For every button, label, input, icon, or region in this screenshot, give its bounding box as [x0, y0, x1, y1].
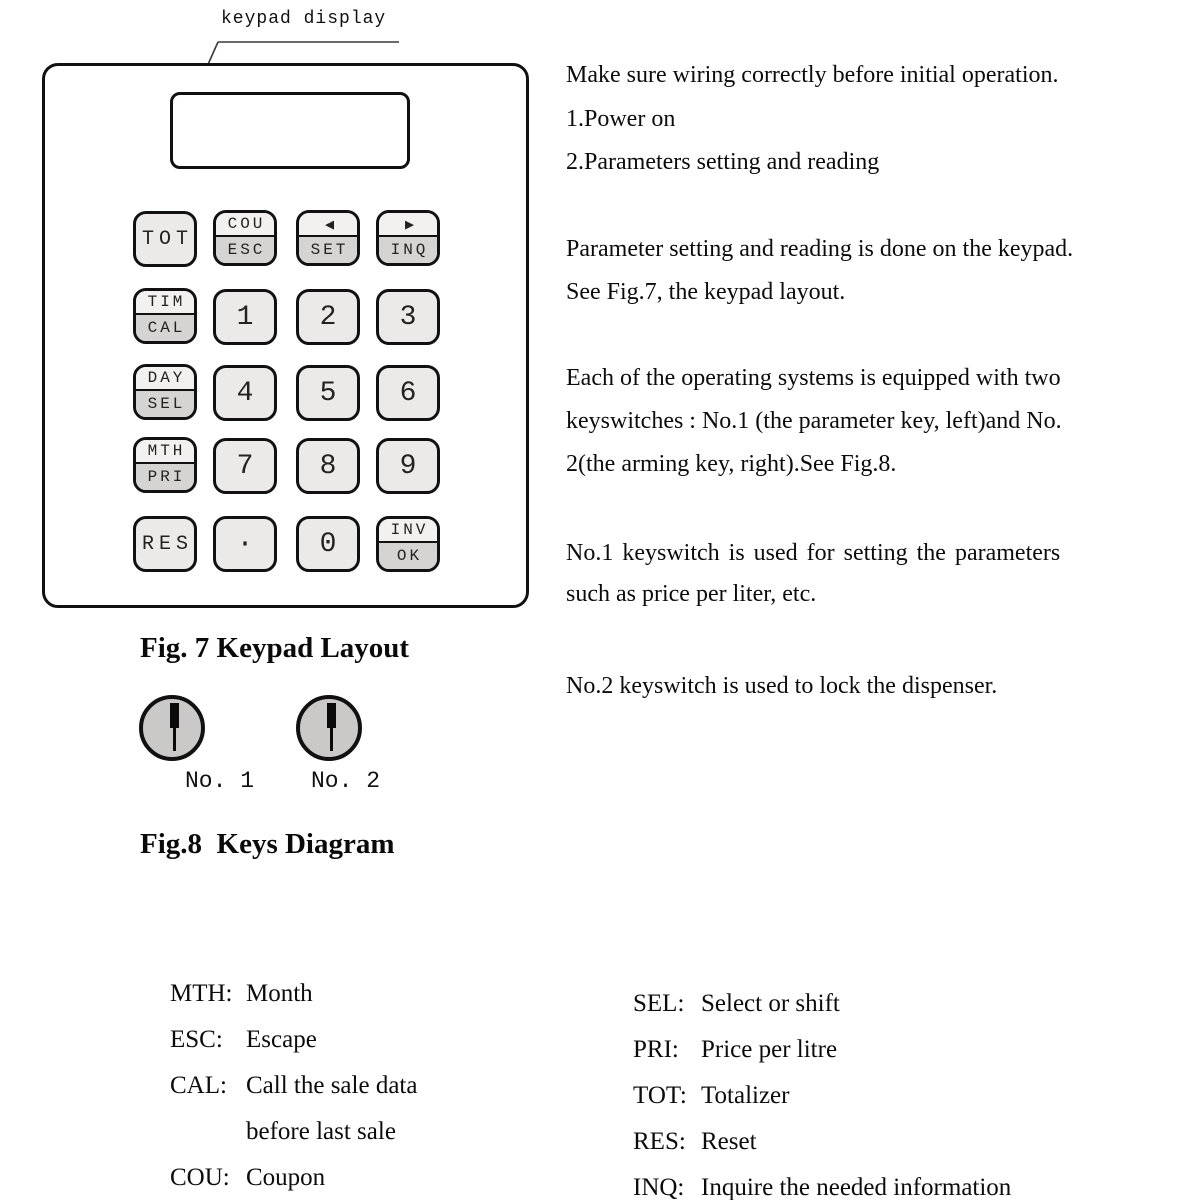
keyswitch-no2-label: No. 2	[311, 768, 381, 794]
key-label: CAL	[147, 319, 186, 338]
key-0	[296, 516, 360, 572]
body-text-line: Parameter setting and reading is done on the keypad.	[566, 236, 1074, 262]
key-label: RES	[141, 532, 193, 556]
keypad-display	[170, 92, 410, 169]
key-label: 0	[319, 528, 337, 560]
key-2	[296, 289, 360, 345]
fig7-caption: Fig. 7 Keypad Layout	[140, 632, 410, 664]
key-label: 9	[399, 450, 417, 482]
key-mth-pri	[133, 437, 197, 493]
key-9	[376, 438, 440, 494]
legend-key: COU:	[170, 1164, 230, 1191]
legend-key: INQ:	[633, 1174, 685, 1200]
key-res	[133, 516, 197, 572]
key-label: MTH	[147, 442, 186, 461]
body-text-line: 2.Parameters setting and reading	[566, 149, 880, 175]
legend-def: before last sale	[246, 1118, 396, 1145]
key-label: TIM	[147, 293, 186, 312]
legend-key: MTH:	[170, 980, 233, 1007]
left-arrow-icon: ◀	[324, 216, 335, 234]
key-tot	[133, 211, 197, 267]
key-label: ·	[236, 528, 254, 560]
key-label: 5	[319, 377, 337, 409]
legend-def: Coupon	[246, 1164, 326, 1191]
body-text-line: Each of the operating systems is equipped with two	[566, 365, 1061, 391]
key-tim-cal	[133, 288, 197, 344]
key-4	[213, 365, 277, 421]
body-text-line: 1.Power on	[566, 106, 676, 132]
key-label: 8	[319, 450, 337, 482]
key-left-set	[296, 210, 360, 266]
legend-key: RES:	[633, 1128, 686, 1155]
key-5	[296, 365, 360, 421]
key-3	[376, 289, 440, 345]
key-inv-ok	[376, 516, 440, 572]
legend-def: Month	[246, 980, 313, 1007]
body-text-line: Make sure wiring correctly before initial operation.	[566, 62, 1059, 88]
key-6	[376, 365, 440, 421]
legend-def: Escape	[246, 1026, 317, 1053]
key-label: 6	[399, 377, 417, 409]
key-label: 2	[319, 301, 337, 333]
legend-def: Reset	[701, 1128, 757, 1155]
key-slot	[170, 703, 179, 728]
key-label: SET	[310, 241, 349, 260]
body-text-line: 2(the arming key, right).See Fig.8.	[566, 451, 897, 477]
keyswitch-no2	[296, 695, 362, 761]
key-label: 7	[236, 450, 254, 482]
keyswitch-no1-label: No. 1	[185, 768, 255, 794]
legend-row	[608, 1146, 1011, 1200]
key-label: ESC	[227, 241, 266, 260]
body-text-line: No.1 keyswitch is used for setting the parameters	[566, 540, 1061, 566]
key-label: DAY	[147, 369, 186, 388]
legend-def: Call the sale data	[246, 1072, 418, 1099]
key-label: SEL	[147, 395, 186, 414]
legend-row	[145, 1136, 325, 1200]
key-7	[213, 438, 277, 494]
key-label: OK	[396, 547, 423, 566]
keypad-display-label: keypad display	[221, 9, 387, 29]
keyswitch-no1	[139, 695, 205, 761]
legend-key: SEL:	[633, 990, 685, 1017]
key-cou-esc	[213, 210, 277, 266]
legend-key: CAL:	[170, 1072, 227, 1099]
legend-def: Totalizer	[701, 1082, 790, 1109]
key-label: 3	[399, 301, 417, 333]
key-label: COU	[227, 215, 266, 234]
key-right-inq	[376, 210, 440, 266]
fig8-caption: Fig.8 Keys Diagram	[140, 828, 395, 860]
key-1	[213, 289, 277, 345]
key-label: TOT	[141, 227, 193, 251]
key-label: 4	[236, 377, 254, 409]
legend-def: Price per litre	[701, 1036, 838, 1063]
key-label: INV	[390, 521, 429, 540]
key-dot	[213, 516, 277, 572]
key-day-sel	[133, 364, 197, 420]
key-8	[296, 438, 360, 494]
key-label: PRI	[147, 468, 186, 487]
body-text-line: No.2 keyswitch is used to lock the dispenser.	[566, 673, 998, 699]
legend-def: Inquire the needed information	[701, 1174, 1012, 1200]
key-label: 1	[236, 301, 254, 333]
legend-def: Select or shift	[701, 990, 840, 1017]
key-label: INQ	[390, 241, 429, 260]
body-text-line: keyswitches : No.1 (the parameter key, left)and No.	[566, 408, 1062, 434]
legend-key: PRI:	[633, 1036, 679, 1063]
legend-key: TOT:	[633, 1082, 687, 1109]
key-slot	[327, 703, 336, 728]
body-text-line: See Fig.7, the keypad layout.	[566, 279, 846, 305]
body-text-line: such as price per liter, etc.	[566, 581, 817, 607]
right-arrow-icon: ▶	[404, 216, 415, 234]
legend-key: ESC:	[170, 1026, 223, 1053]
